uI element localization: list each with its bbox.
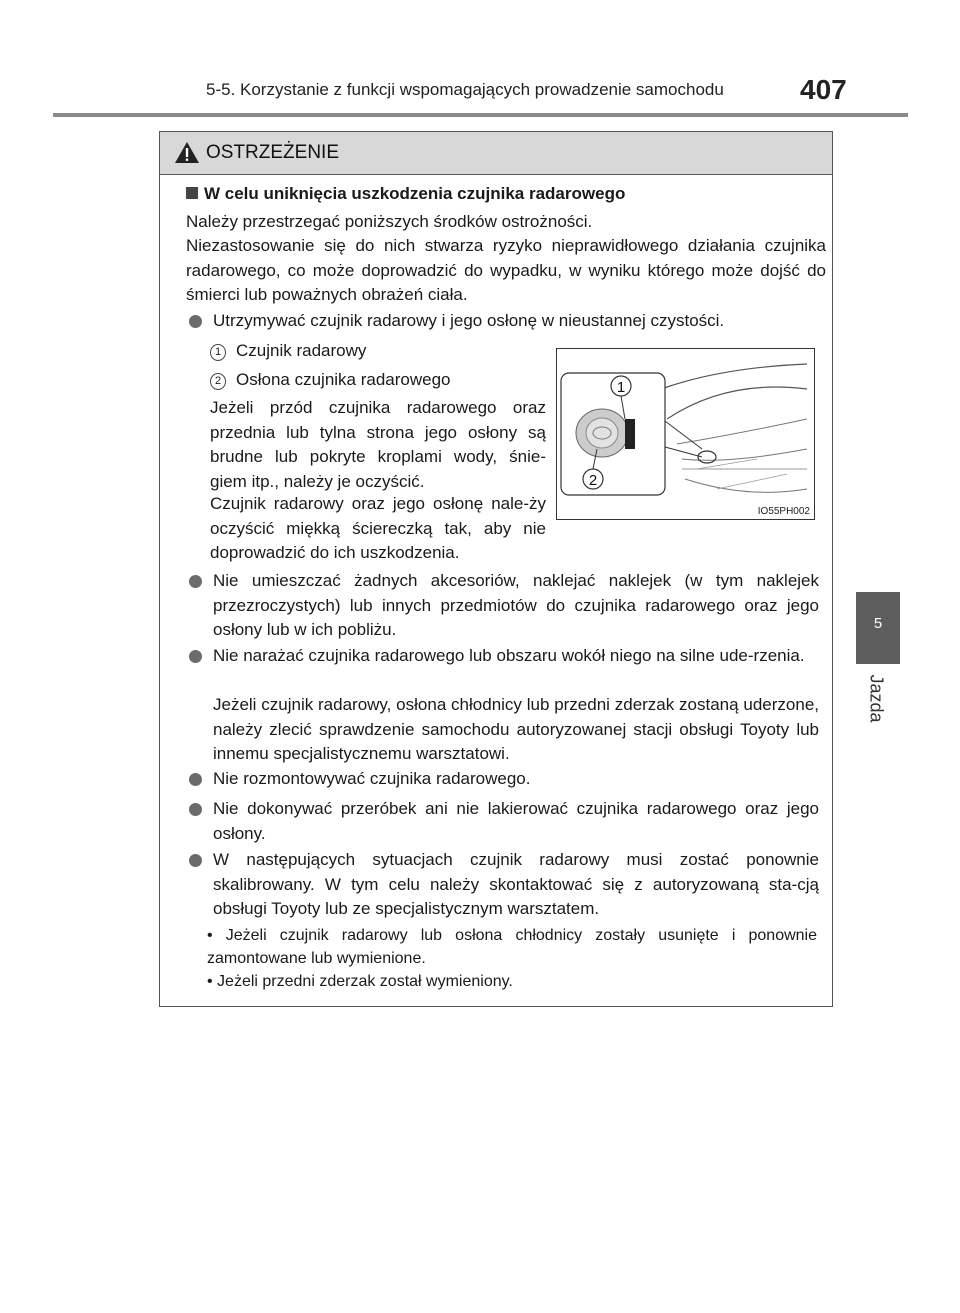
section-title: 5-5. Korzystanie z funkcji wspomagających prowadzenie samochodu bbox=[206, 80, 724, 99]
figure-callout-1: 1 bbox=[616, 379, 626, 396]
warning-heading-text: W celu uniknięcia uszkodzenia czujnika radarowego bbox=[204, 184, 626, 203]
square-bullet-icon bbox=[186, 187, 198, 199]
chapter-tab[interactable]: 5 bbox=[856, 592, 900, 664]
legend-item-1 bbox=[210, 339, 550, 364]
bullet-recalibration-text: W następujących sytuacjach czujnik radarowy musi zostać ponownie skalibrowany. W tym celu należy skontaktować się z autoryzowaną sta-cją obsługi Toyoty lub ze specjalistycznym warsztatem. bbox=[213, 850, 819, 918]
warning-header bbox=[160, 132, 832, 175]
radar-sensor-figure bbox=[556, 348, 815, 520]
header-rule bbox=[53, 113, 908, 117]
bullet-dot bbox=[189, 575, 202, 588]
page-number: 407 bbox=[800, 74, 847, 105]
figure-code: IO55PH002 bbox=[757, 506, 810, 517]
bullet-dot bbox=[189, 315, 202, 328]
bullet-no-impact-text: Nie narażać czujnika radarowego lub obszaru wokół niego na silne ude-rzenia. bbox=[213, 646, 805, 665]
intro-line-1: Należy przestrzegać poniższych środków ostrożności. bbox=[186, 212, 593, 231]
intro-line-2: Niezastosowanie się do nich stwarza ryzyko nieprawidłowego działania czujnika radarowego, co może doprowadzić do wypadku, w wyniku którego może dojść do śmierci lub poważnych obrażeń ciała. bbox=[186, 236, 826, 304]
legend-item-2-label: Osłona czujnika radarowego bbox=[236, 370, 451, 389]
callout-number-1: 1 bbox=[210, 344, 226, 361]
chapter-label-text: Jazda bbox=[866, 674, 887, 723]
bullet-no-modification-text: Nie dokonywać przeróbek ani nie lakierować czujnika radarowego oraz jego osłony. bbox=[213, 799, 819, 843]
warning-icon bbox=[174, 141, 200, 164]
bullet-no-disassembly-text: Nie rozmontowywać czujnika radarowego. bbox=[213, 769, 531, 788]
sub-bullet-bumper: • Jeżeli przedni zderzak został wymieniony. bbox=[207, 973, 513, 990]
radar-sensor-illustration bbox=[557, 349, 814, 519]
figure-callout-2: 2 bbox=[588, 472, 598, 489]
bullet-impact-detail-text: Jeżeli czujnik radarowy, osłona chłodnicy lub przedni zderzak zostaną uderzone, należy zlecić sprawdzenie samochodu autoryzowanej stacji obsługi Toyoty lub innemu specjalistycznemu warsztatowi. bbox=[213, 695, 819, 763]
sub-bullet-removed: • Jeżeli czujnik radarowy lub osłona chłodnicy zostały usunięte i ponownie zamontowane lub wymienione. bbox=[207, 927, 817, 967]
bullet-dot bbox=[189, 803, 202, 816]
clean-instruction-2: Czujnik radarowy oraz jego osłonę nale-ży oczyścić miękką ściereczką tak, aby nie doprowadzić do ich uszkodzenia. bbox=[210, 494, 546, 562]
legend-item-2 bbox=[210, 368, 550, 393]
warning-box bbox=[159, 131, 833, 1007]
bullet-keep-clean-text: Utrzymywać czujnik radarowy i jego osłonę w nieustannej czystości. bbox=[213, 311, 725, 330]
clean-instruction-1: Jeżeli przód czujnika radarowego oraz przednia lub tylna strona jego osłony są brudne lub pokryte kroplami wody, śnie-giem itp., należy je oczyścić. bbox=[210, 398, 546, 491]
callout-number-2: 2 bbox=[210, 373, 226, 390]
bullet-dot bbox=[189, 854, 202, 867]
bullet-no-accessories-text: Nie umieszczać żadnych akcesoriów, naklejać naklejek (w tym naklejek przezroczystych) lub innych przedmiotów do czujnika radarowego oraz jego osłony lub w ich pobliżu. bbox=[213, 571, 819, 639]
bullet-dot bbox=[189, 773, 202, 786]
chapter-label bbox=[860, 670, 896, 730]
warning-title: OSTRZEŻENIE bbox=[206, 142, 340, 163]
warning-heading bbox=[186, 182, 816, 207]
bullet-dot bbox=[189, 650, 202, 663]
legend-item-1-label: Czujnik radarowy bbox=[236, 341, 367, 360]
